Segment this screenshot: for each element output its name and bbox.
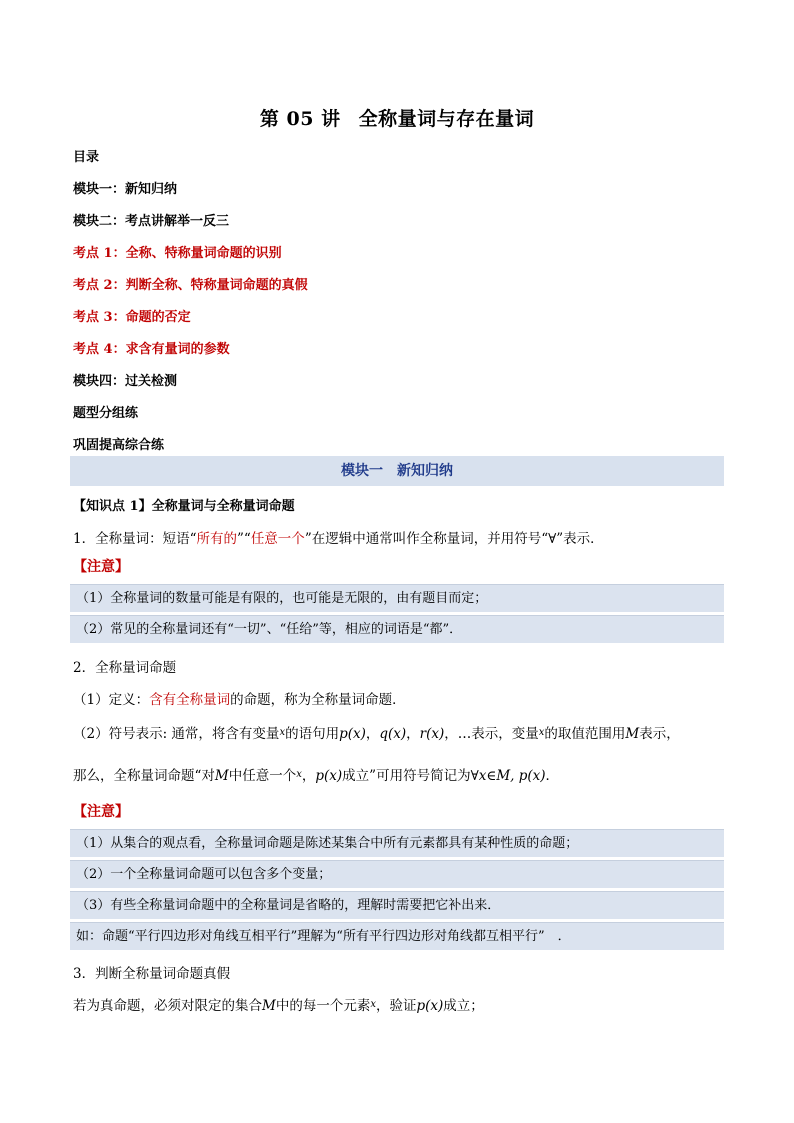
- note-row: 如：命题“平行四边形对角线互相平行”理解为“所有平行四边形对角线都互相平行” ．: [70, 922, 724, 950]
- truth-judgement-line: 若为真命题，必须对限定的集合M中的每一个元素$^x$，验证p(x)成立；: [73, 998, 484, 1014]
- note-row: （1）全称量词的数量可能是有限的，也可能是无限的，由有题目而定；: [70, 584, 724, 612]
- section-title: 2．全称量词命题: [73, 660, 177, 676]
- toc-module4[interactable]: 模块四：过关检测: [73, 374, 178, 389]
- term-any-one: 任意一个: [250, 531, 305, 547]
- term-all: 所有的: [196, 531, 237, 547]
- knowledge-point-title: 【知识点 1】全称量词与全称量词命题: [73, 499, 295, 514]
- note-row: （2）一个全称量词命题可以包含多个变量；: [70, 860, 724, 888]
- toc-module2[interactable]: 模块二：考点讲解举一反三: [73, 214, 230, 229]
- toc-module1[interactable]: 模块一：新知归纳: [73, 182, 178, 197]
- lecture-number: 第 05 讲: [259, 108, 341, 130]
- page-title: [0, 104, 794, 131]
- symbol-representation-line: （2）符号表示: 通常，将含有变量$^x$的语句用p(x)，q(x)，r(x)，…表示，变量$^x$的取值范围用M表示，: [73, 726, 680, 742]
- module-header-bar: 模块一 新知归纳: [70, 456, 724, 486]
- toc-practice1[interactable]: 题型分组练: [73, 406, 139, 421]
- toc-point2[interactable]: 考点 2：判断全称、特称量词命题的真假: [73, 278, 308, 293]
- section-title: 3．判断全称量词命题真假: [73, 966, 231, 982]
- toc-point1[interactable]: 考点 1：全称、特称量词命题的识别: [73, 246, 282, 261]
- note-row: （2）常见的全称量词还有“一切”、“任给”等，相应的词语是“都”．: [70, 615, 724, 643]
- toc-heading: 目录: [73, 150, 100, 165]
- symbol-shorthand-line: 那么，全称量词命题“对M中任意一个$^x$，p(x)成立”可用符号简记为∀x∈M, p(x)．: [73, 768, 560, 784]
- toc-point3[interactable]: 考点 3：命题的否定: [73, 310, 191, 325]
- definition-line: （1）定义：含有全称量词的命题，称为全称量词命题．: [73, 692, 406, 708]
- note-label: 【注意】: [73, 559, 129, 575]
- toc-practice2[interactable]: 巩固提高综合练: [73, 438, 165, 453]
- note-row: （1）从集合的观点看，全称量词命题是陈述某集合中所有元素都具有某种性质的命题；: [70, 829, 724, 857]
- note-label: 【注意】: [73, 804, 129, 820]
- note-row: （3）有些全称量词命题中的全称量词是省略的，理解时需要把它补出来．: [70, 891, 724, 919]
- definition-highlight: 含有全称量词: [149, 692, 231, 708]
- toc-point4[interactable]: 考点 4：求含有量词的参数: [73, 342, 230, 357]
- lecture-topic: 全称量词与存在量词: [358, 108, 535, 130]
- universal-quantifier-definition: 1．全称量词：短语“所有的”“任意一个”在逻辑中通常叫作全称量词，并用符号“∀”表示．: [73, 531, 604, 547]
